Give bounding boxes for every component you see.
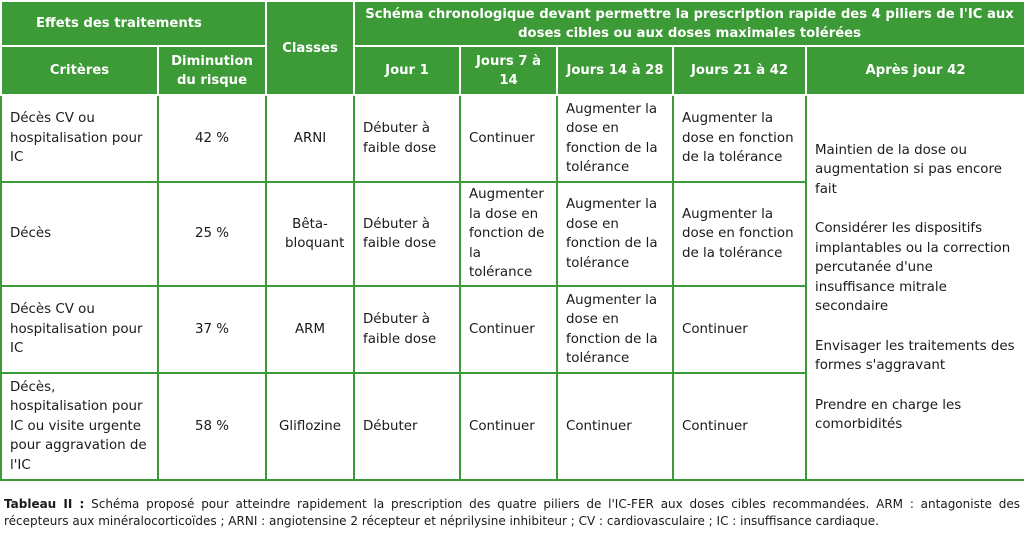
- cell-jour1: Débuter: [354, 373, 460, 480]
- cell-apres: [806, 95, 1024, 480]
- header-apres: Après jour 42: [806, 46, 1024, 95]
- header-diminution: Diminution du risque: [158, 46, 266, 95]
- header-effets: Effets des traitements: [1, 1, 266, 46]
- apres-item: Envisager les traitements des formes s'aggravant: [815, 338, 1015, 373]
- header-row-1: [1, 1, 1024, 46]
- table-row: [1, 95, 1024, 182]
- caption-text: Schéma proposé pour atteindre rapidement la prescription des quatre piliers de l'IC-FER aux doses cibles recommandées. ARM : antagoniste des récepteurs aux minéralocorticoïdes ; ARNI : angiotensine 2 récepteur et néprilysine inhibiteur ; CV : cardiovasculaire ; IC : insuffisance cardiaque.: [4, 497, 1020, 528]
- apres-item: Considérer les dispositifs implantables ou la correction percutanée d'une insuffisance mitrale secondaire: [815, 221, 1011, 314]
- cell-jours14: Augmenter la dose en fonction de la tolérance: [557, 182, 673, 286]
- cell-jours21: Continuer: [673, 373, 806, 480]
- cell-critere: Décès: [1, 182, 158, 286]
- header-jours14: Jours 14 à 28: [557, 46, 673, 95]
- cell-critere: Décès CV ou hospitalisation pour IC: [1, 286, 158, 373]
- header-jours7: Jours 7 à 14: [460, 46, 557, 95]
- header-jour1: Jour 1: [354, 46, 460, 95]
- apres-item: Maintien de la dose ou augmentation si pas encore fait: [815, 142, 1002, 197]
- cell-jours7: Continuer: [460, 286, 557, 373]
- cell-classe: Bêta-bloquant: [266, 182, 354, 286]
- cell-jours21: Continuer: [673, 286, 806, 373]
- cell-jours21: Augmenter la dose en fonction de la tolérance: [673, 95, 806, 182]
- cell-jour1: Débuter à faible dose: [354, 95, 460, 182]
- cell-critere: Décès CV ou hospitalisation pour IC: [1, 95, 158, 182]
- header-row-2: [1, 46, 1024, 95]
- cell-risque: 25 %: [158, 182, 266, 286]
- cell-classe: ARM: [266, 286, 354, 373]
- header-classes: Classes: [266, 1, 354, 95]
- cell-jours7: Augmenter la dose en fonction de la tolérance: [460, 182, 557, 286]
- cell-jours7: Continuer: [460, 95, 557, 182]
- cell-jours14: Augmenter la dose en fonction de la tolérance: [557, 95, 673, 182]
- cell-critere: Décès, hospitalisation pour IC ou visite urgente pour aggravation de l'IC: [1, 373, 158, 480]
- apres-item: Prendre en charge les comorbidités: [815, 397, 962, 432]
- cell-risque: 58 %: [158, 373, 266, 480]
- cell-jours7: Continuer: [460, 373, 557, 480]
- cell-classe: Gliflozine: [266, 373, 354, 480]
- cell-risque: 42 %: [158, 95, 266, 182]
- header-criteres: Critères: [1, 46, 158, 95]
- cell-jours14: Augmenter la dose en fonction de la tolérance: [557, 286, 673, 373]
- cell-jours14: Continuer: [557, 373, 673, 480]
- cell-jour1: Débuter à faible dose: [354, 286, 460, 373]
- cell-jour1: Débuter à faible dose: [354, 182, 460, 286]
- header-schema: Schéma chronologique devant permettre la prescription rapide des 4 piliers de l'IC aux doses cibles ou aux doses maximales tolérées: [354, 1, 1024, 46]
- caption-label: Tableau II :: [4, 497, 85, 511]
- cell-jours21: Augmenter la dose en fonction de la tolérance: [673, 182, 806, 286]
- header-jours21: Jours 21 à 42: [673, 46, 806, 95]
- cell-classe: ARNI: [266, 95, 354, 182]
- cell-risque: 37 %: [158, 286, 266, 373]
- table-caption: [4, 496, 1020, 530]
